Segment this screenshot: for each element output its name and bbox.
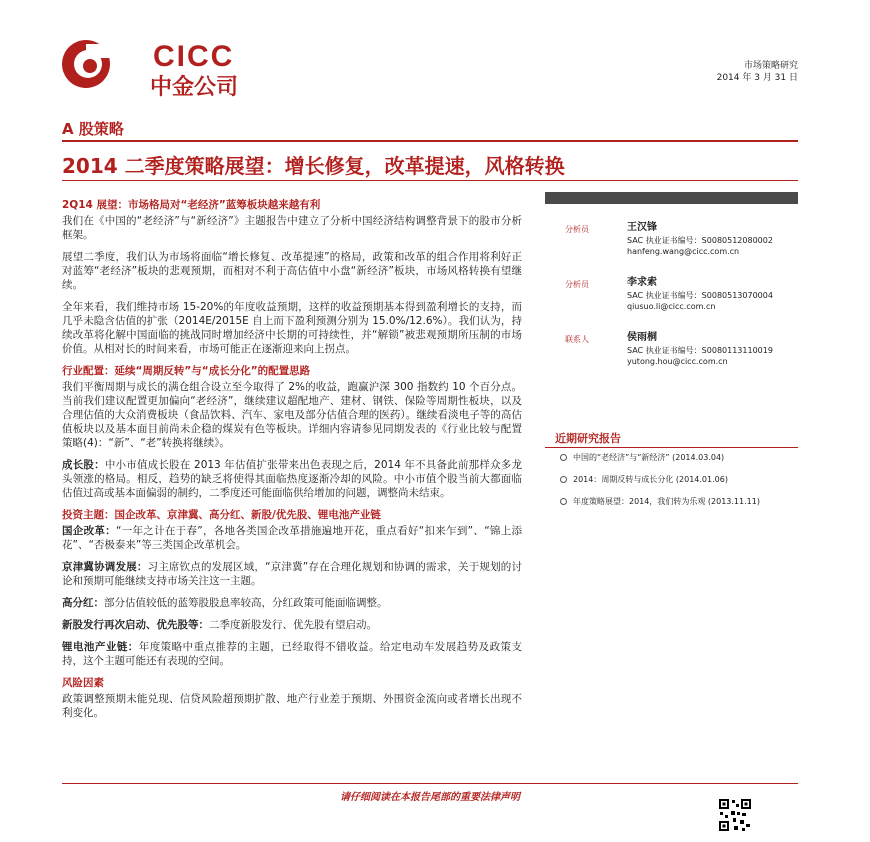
paragraph-risks: 政策调整预期未能兑现、信贷风险超预期扩散、地产行业差于预期、外围资金流向或者增长出现不利变化。 — [62, 693, 522, 719]
heading-sector-allocation: 行业配置：延续“周期反转”与“成长分化”的配置思路 — [62, 365, 311, 377]
analyst-email[interactable]: yutong.hou@cicc.com.cn — [627, 357, 728, 366]
analyst-role: 分析员 — [565, 280, 589, 289]
report-date: 2014 年 3 月 31 日 — [716, 73, 798, 83]
analyst-email[interactable]: qiusuo.li@cicc.com.cn — [627, 302, 716, 311]
paragraph: 我们平衡周期与成长的满仓组合设立至今取得了 2%的收益，跑赢沪深 300 指数约 10 个百分点。当前我们建议配置更加偏向“老经济”，继续建议超配地产、建材、钢铁、保险等周期性板块，以及合理估值的大众消费板块（食品饮料、汽车、家电及部分估值合理的医药）。继续看淡电子等的高估值板块以及基本面目前尚未企稳的煤炭有色等板块。详细内容请参见同期发表的《行业比较与配置策略(4)：“新”、“老”转换将继续》。 — [62, 381, 522, 449]
recent-report-item[interactable] — [560, 496, 760, 507]
lead-label: 成长股： — [62, 459, 105, 471]
theme-dividend — [62, 596, 522, 610]
analyst-email[interactable]: hanfeng.wang@cicc.com.cn — [627, 247, 740, 256]
recent-report-text: 年度策略展望：2014，我们转为乐观 (2013.11.11) — [573, 497, 760, 506]
logo-text-cn: 中金公司 — [150, 75, 239, 100]
qr-code-icon — [718, 798, 752, 832]
page-title: 2014 二季度策略展望：增长修复，改革提速，风格转换 — [62, 154, 565, 178]
recent-reports-title: 近期研究报告 — [555, 432, 621, 445]
bullet-icon — [560, 498, 567, 505]
paragraph-text: “一年之计在于春”，各地各类国企改革措施遍地开花，重点看好“扣来乍到”、“锦上添花”、“否极泰来”等三类国企改革机会。 — [62, 525, 523, 551]
theme-jjj — [62, 560, 522, 588]
recent-report-item[interactable] — [560, 452, 760, 463]
paragraph: 全年来看，我们维持市场 15-20%的年度收益预期，这样的收益预期基本得到盈利增长的支持，而几乎未隐含估值的扩张（2014E/2015E 自上而下盈利预测分别为 15.0%/12.6%）。我们认为，持续改革将化解中国面临的挑战同时增加经济中长期的可持续性，并“解锁”被悲观预期所压制的市场价值。从相对长的时间来看，市场可能正在逐渐迎来向上拐点。 — [62, 301, 522, 355]
analyst-sac: SAC 执业证书编号：S0080113110019 — [627, 346, 773, 355]
analyst-name: 李求索 — [627, 277, 657, 288]
lead-label: 京津冀协调发展： — [62, 561, 148, 573]
bullet-icon — [560, 476, 567, 483]
sidebar-bar — [545, 192, 798, 204]
section-label: A 股策略 — [62, 120, 124, 138]
recent-report-text: 中国的“老经济”与“新经济” (2014.03.04) — [573, 453, 725, 462]
analyst-sac: SAC 执业证书编号：S0080513070004 — [627, 291, 773, 300]
lead-label: 锂电池产业链： — [62, 641, 139, 653]
title-rule-bottom — [62, 180, 798, 181]
theme-soe — [62, 524, 522, 552]
report-type: 市场策略研究 — [743, 61, 798, 71]
analyst-card — [545, 259, 798, 314]
main-content — [62, 190, 522, 728]
paragraph-text: 部分估值较低的蓝筹股股息率较高，分红政策可能面临调整。 — [104, 597, 388, 609]
legal-disclaimer-note: 请仔细阅读在本报告尾部的重要法律声明 — [340, 792, 520, 803]
lead-label: 高分红： — [62, 597, 104, 609]
analyst-sac: SAC 执业证书编号：S0080512080002 — [627, 236, 773, 245]
cicc-logo-icon — [62, 40, 110, 88]
paragraph-text: 年度策略中重点推荐的主题，已经取得不错收益。给定电动车发展趋势及政策支持，这个主题可能还有表现的空间。 — [62, 641, 523, 667]
recent-report-text: 2014：周期反转与成长分化 (2014.01.06) — [573, 475, 728, 484]
title-rule-top — [62, 140, 798, 142]
logo-text-en: CICC — [153, 40, 235, 73]
theme-ipo — [62, 618, 522, 632]
paragraph: 展望二季度，我们认为市场将面临“增长修复、改革提速”的格局，政策和改革的组合作用将利好正对蓝筹“老经济”板块的悲观预期，而相对不利于高估值中小盘“新经济”板块，市场风格转换有望继续。 — [62, 251, 522, 291]
analyst-name: 王汉锋 — [627, 222, 657, 233]
analyst-role: 联系人 — [565, 335, 589, 344]
analyst-card — [545, 314, 798, 369]
footer-rule — [62, 783, 798, 784]
analyst-card — [545, 204, 798, 259]
heading-outlook: 2Q14 展望：市场格局对“老经济”蓝筹板块越来越有利 — [62, 199, 321, 211]
lead-label: 新股发行再次启动、优先股等： — [62, 619, 209, 631]
paragraph-text: 中小市值成长股在 2013 年估值扩张带来出色表现之后，2014 年不具备此前那样众多龙头领涨的格局。相反，趋势的缺乏将使得其面临热度逐渐冷却的风险。中小市值个股当前大都面临估值过高或基本面偏弱的制约，二季度还可能面临供给增加的问题，调整尚未结束。 — [62, 459, 522, 499]
analyst-name: 侯雨桐 — [627, 332, 657, 343]
theme-lithium — [62, 640, 522, 668]
recent-reports-list — [560, 452, 760, 518]
recent-report-item[interactable] — [560, 474, 760, 485]
analyst-role: 分析员 — [565, 225, 589, 234]
heading-themes: 投资主题：国企改革、京津冀、高分红、新股/优先股、锂电池产业链 — [62, 509, 381, 521]
paragraph-text: 习主席钦点的发展区域，“京津冀”存在合理化规划和协调的需求，关于规划的讨论和预期可能继续支持市场关注这一主题。 — [62, 561, 522, 587]
paragraph-text: 二季度新股发行、优先股有望启动。 — [209, 619, 377, 631]
heading-risks: 风险因素 — [62, 677, 104, 689]
analyst-sidebar — [545, 192, 798, 369]
bullet-icon — [560, 454, 567, 461]
paragraph-growth — [62, 458, 522, 500]
recent-reports-rule — [545, 447, 798, 448]
lead-label: 国企改革： — [62, 525, 116, 537]
paragraph: 我们在《中国的“老经济”与“新经济”》主题报告中建立了分析中国经济结构调整背景下的股市分析框架。 — [62, 215, 522, 241]
